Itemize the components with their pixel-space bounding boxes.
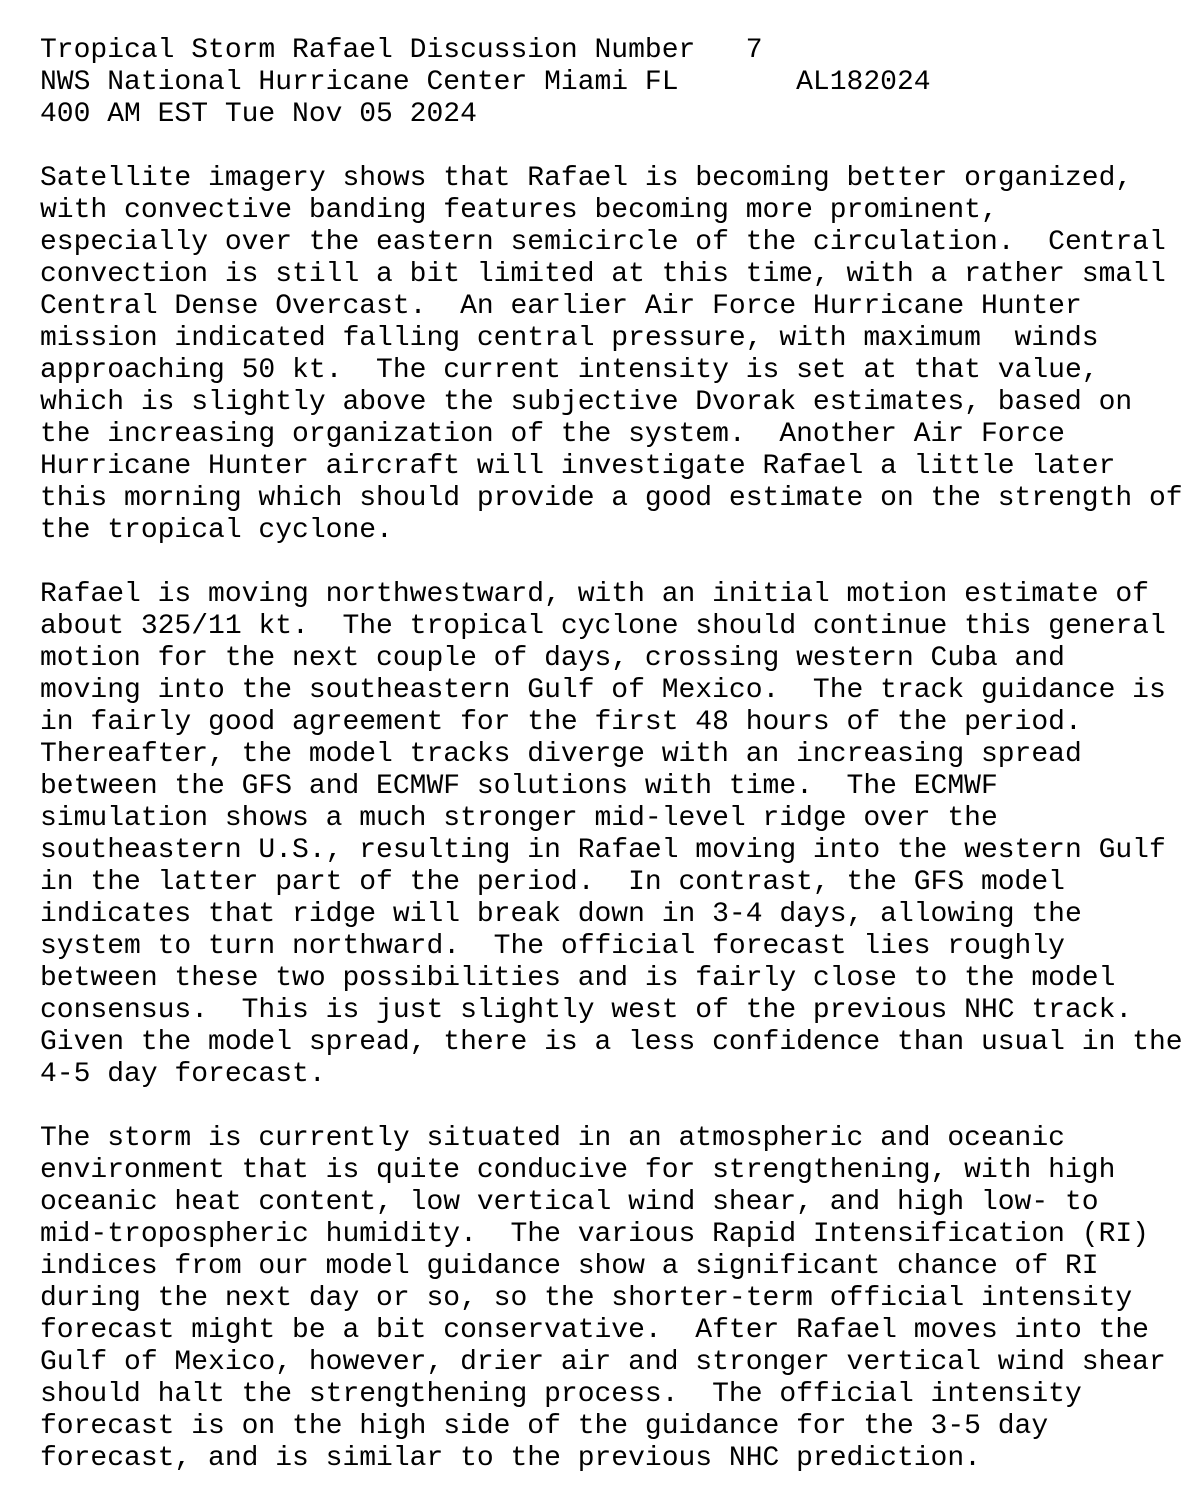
text-line: should halt the strengthening process. The official intensity (40, 1379, 1082, 1410)
text-line: which is slightly above the subjective Dvorak estimates, based on (40, 387, 1133, 418)
text-line: indicates that ridge will break down in 3-4 days, allowing the (40, 899, 1082, 930)
text-line: Central Dense Overcast. An earlier Air Force Hurricane Hunter (40, 291, 1082, 322)
text-line: convection is still a bit limited at this time, with a rather small (40, 259, 1166, 290)
text-line: Given the model spread, there is a less confidence than usual in the (40, 1027, 1183, 1058)
text-line: 4-5 day forecast. (40, 1059, 326, 1090)
text-line: indices from our model guidance show a significant chance of RI (40, 1251, 1099, 1282)
text-line: Rafael is moving northwestward, with an initial motion estimate of (40, 579, 1149, 610)
discussion-header (40, 35, 1195, 131)
paragraph-intensity-forecast (40, 1123, 1195, 1475)
paragraph-track-forecast (40, 579, 1195, 1091)
text-line: mid-tropospheric humidity. The various Rapid Intensification (RI) (40, 1219, 1149, 1250)
text-line: about 325/11 kt. The tropical cyclone should continue this general (40, 611, 1166, 642)
header-issue-time: 400 AM EST Tue Nov 05 2024 (40, 99, 477, 130)
text-line: the tropical cyclone. (40, 515, 393, 546)
text-line: this morning which should provide a good estimate on the strength of (40, 483, 1183, 514)
text-line: moving into the southeastern Gulf of Mexico. The track guidance is (40, 675, 1166, 706)
text-line: mission indicated falling central pressure, with maximum winds (40, 323, 1099, 354)
text-line: simulation shows a much stronger mid-level ridge over the (40, 803, 998, 834)
text-line: forecast, and is similar to the previous NHC prediction. (40, 1443, 981, 1474)
text-line: during the next day or so, so the shorter-term official intensity (40, 1283, 1133, 1314)
header-issuer: NWS National Hurricane Center Miami FL AL182024 (40, 67, 931, 98)
text-line: The storm is currently situated in an atmospheric and oceanic (40, 1123, 1065, 1154)
text-line: approaching 50 kt. The current intensity is set at that value, (40, 355, 1099, 386)
text-line: Hurricane Hunter aircraft will investigate Rafael a little later (40, 451, 1116, 482)
text-line: Thereafter, the model tracks diverge with an increasing spread (40, 739, 1082, 770)
text-line: between these two possibilities and is fairly close to the model (40, 963, 1116, 994)
text-line: Satellite imagery shows that Rafael is becoming better organized, (40, 163, 1133, 194)
text-line: in fairly good agreement for the first 48 hours of the period. (40, 707, 1082, 738)
text-line: between the GFS and ECMWF solutions with time. The ECMWF (40, 771, 998, 802)
text-line: environment that is quite conducive for strengthening, with high (40, 1155, 1116, 1186)
text-line: especially over the eastern semicircle of the circulation. Central (40, 227, 1166, 258)
text-line: southeastern U.S., resulting in Rafael moving into the western Gulf (40, 835, 1166, 866)
text-line: forecast might be a bit conservative. After Rafael moves into the (40, 1315, 1149, 1346)
header-title: Tropical Storm Rafael Discussion Number 7 (40, 35, 763, 66)
text-line: Gulf of Mexico, however, drier air and stronger vertical wind shear (40, 1347, 1166, 1378)
text-line: with convective banding features becoming more prominent, (40, 195, 998, 226)
text-line: in the latter part of the period. In contrast, the GFS model (40, 867, 1065, 898)
text-line: motion for the next couple of days, crossing western Cuba and (40, 643, 1065, 674)
text-line: consensus. This is just slightly west of the previous NHC track. (40, 995, 1133, 1026)
paragraph-current-intensity (40, 163, 1195, 547)
text-line: forecast is on the high side of the guidance for the 3-5 day (40, 1411, 1049, 1442)
text-line: oceanic heat content, low vertical wind shear, and high low- to (40, 1187, 1099, 1218)
text-line: the increasing organization of the system. Another Air Force (40, 419, 1065, 450)
discussion-document (40, 35, 1195, 1475)
text-line: system to turn northward. The official forecast lies roughly (40, 931, 1065, 962)
